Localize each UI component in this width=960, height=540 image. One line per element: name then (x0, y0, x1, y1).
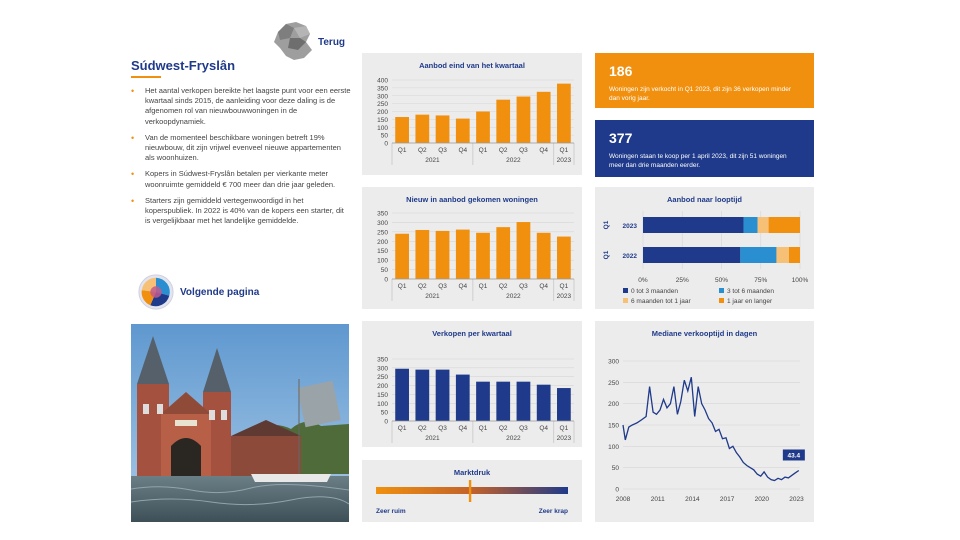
y-tick-label: 0 (384, 140, 388, 148)
kpi-supply-value: 377 (609, 130, 633, 146)
title-underline (131, 76, 161, 78)
gauge-marker (469, 480, 471, 502)
legend-swatch (719, 298, 724, 303)
y-tick-label: 200 (377, 109, 388, 116)
bar (496, 382, 510, 421)
year-label: 2023 (556, 293, 572, 300)
bar (557, 237, 571, 279)
x-tick-label: Q2 (417, 283, 427, 290)
legend-swatch (623, 298, 628, 303)
y-tick-label: 350 (377, 85, 388, 93)
bar (517, 382, 531, 421)
y-tick-label: 150 (377, 116, 388, 124)
bullet-item: • Van de momenteel beschikbare woningen betreft 19% nieuwbouw, dit zijn vrijwel evenveel nieuwe appartementen als woonhuizen. (129, 133, 351, 164)
x-tick-label: 2011 (650, 496, 665, 503)
x-tick-label: Q3 (519, 425, 528, 432)
y-tick-label: 200 (377, 383, 388, 391)
legend-swatch (719, 288, 724, 293)
bar (537, 385, 551, 421)
x-tick-label: Q3 (438, 283, 447, 290)
x-tick-label: 0% (638, 277, 648, 284)
chart-nieuw (362, 187, 582, 309)
x-tick-label: Q1 (478, 425, 488, 432)
bar (436, 115, 450, 143)
y-tick-label: 250 (377, 101, 388, 109)
y-tick-label: 250 (377, 374, 388, 382)
legend-swatch (623, 288, 628, 293)
bar (436, 231, 450, 279)
bar (557, 388, 571, 421)
y-tick-label: 300 (608, 358, 619, 366)
x-tick-label: Q1 (478, 283, 488, 290)
x-tick-label: Q2 (498, 283, 508, 290)
stacked-segment (643, 247, 740, 263)
chart-title: Marktdruk (453, 468, 491, 477)
bullet-item: • Starters zijn gemiddeld vertegenwoordigd in het koperspubliek. In 2022 is 40% van de kopers een starter, dit is vergelijkbaar met het landelijke gemiddelde. (129, 196, 351, 227)
bar (496, 100, 510, 143)
x-tick-label: Q2 (498, 147, 508, 154)
bar (395, 117, 409, 143)
x-tick-label: Q1 (559, 425, 569, 432)
x-tick-label: Q1 (397, 147, 407, 154)
x-tick-label: Q3 (438, 425, 447, 432)
x-tick-label: Q2 (417, 147, 427, 154)
y-tick-label: 0 (384, 276, 388, 284)
chart-panel-nieuw (362, 187, 582, 309)
x-tick-label: 50% (714, 277, 729, 284)
x-tick-label: 2020 (754, 496, 770, 503)
y-tick-label: 400 (377, 77, 388, 85)
last-value-label: 43.4 (787, 452, 801, 460)
year-label: 2021 (425, 435, 440, 442)
stacked-segment (776, 247, 789, 263)
pie-chart-icon (137, 273, 175, 311)
kpi-supply (595, 120, 814, 177)
legend-label: 6 maanden tot 1 jaar (631, 298, 691, 305)
bar (496, 227, 510, 279)
x-tick-label: Q3 (519, 283, 528, 290)
next-page-label: Volgende pagina (180, 286, 260, 298)
x-tick-label: Q1 (397, 283, 407, 290)
bar (456, 375, 470, 421)
chart-aanbod (362, 53, 582, 175)
chart-title: Mediane verkooptijd in dagen (651, 329, 758, 338)
back-link[interactable]: Terug (318, 37, 346, 48)
x-tick-label: Q4 (458, 283, 468, 290)
bar (557, 84, 571, 143)
y-tick-label: 50 (380, 132, 388, 140)
stacked-segment (769, 217, 800, 233)
gauge-left-label: Zeer ruim (376, 508, 406, 515)
chart-panel-verkooptijd (595, 321, 814, 522)
bar (517, 97, 531, 143)
legend-label: 0 tot 3 maanden (631, 288, 678, 295)
stacked-segment (789, 247, 800, 263)
y-tick-label: 100 (377, 124, 388, 132)
bullet-item: • Het aantal verkopen bereikte het laagste punt voor een eerste kwartaal sinds 2015, de aanleiding voor deze daling is de afgenomen rol van nieuwbouwwoningen in de verkoopdynamiek. (129, 86, 351, 127)
kpi-supply-text: Woningen staan te koop per 1 april 2023, dit zijn 51 woningen meer dan drie maanden eerder. (609, 153, 787, 169)
bar (415, 115, 429, 143)
bar (415, 370, 429, 421)
y-tick-label: 50 (611, 465, 619, 473)
y-tick-label: 100 (377, 400, 388, 408)
stacked-segment (743, 217, 757, 233)
kpi-sales-text: Woningen zijn verkocht in Q1 2023, dit zijn 36 verkopen minder dan vorig jaar. (609, 86, 791, 102)
year-label: 2022 (506, 157, 521, 164)
y-tick-label: 350 (377, 356, 388, 364)
x-tick-label: Q3 (519, 147, 528, 154)
bar (436, 370, 450, 421)
year-label: 2021 (425, 293, 440, 300)
y-tick-label: 0 (384, 418, 388, 426)
stacked-segment (740, 247, 776, 263)
x-tick-label: 2014 (685, 496, 700, 503)
legend-label: 3 tot 6 maanden (727, 288, 774, 295)
chart-panel-looptijd (595, 187, 814, 309)
x-tick-label: 2023 (789, 496, 804, 503)
gauge-bar (376, 487, 568, 494)
bar (395, 234, 409, 279)
y-tick-label: 50 (380, 267, 388, 275)
stacked-segment (758, 217, 769, 233)
bullet-list (129, 86, 351, 232)
x-tick-label: Q1 (559, 283, 569, 290)
y-tick-label: 50 (380, 409, 388, 417)
x-tick-label: Q4 (539, 283, 549, 290)
x-tick-label: Q1 (559, 147, 569, 154)
bar (456, 230, 470, 279)
bar (517, 222, 531, 279)
bar (476, 233, 490, 279)
x-tick-label: Q4 (458, 425, 468, 432)
chart-panel-verkopen (362, 321, 582, 447)
bar (537, 233, 551, 279)
chart-looptijd (595, 187, 814, 309)
kpi-sales-value: 186 (609, 63, 633, 79)
x-tick-label: Q2 (498, 425, 508, 432)
y-tick-label: 150 (377, 391, 388, 399)
bar (456, 119, 470, 143)
kpi-sales (595, 53, 814, 108)
x-tick-label: Q4 (539, 425, 549, 432)
bar (395, 369, 409, 421)
next-page-button[interactable] (137, 273, 259, 311)
y-tick-label: 300 (377, 93, 388, 101)
marktdruk-gauge (362, 460, 582, 522)
category-label: 2023 (622, 223, 637, 230)
x-tick-label: Q4 (458, 147, 468, 154)
bar (537, 92, 551, 143)
y-tick-label: 350 (377, 210, 388, 218)
y-tick-label: 100 (377, 257, 388, 265)
y-tick-label: 200 (377, 238, 388, 246)
marktdruk-panel (362, 460, 582, 522)
bar (415, 230, 429, 279)
x-tick-label: Q2 (417, 425, 427, 432)
chart-panel-aanbod (362, 53, 582, 175)
year-label: 2022 (506, 293, 521, 300)
year-label: 2021 (425, 157, 440, 164)
waterpoort-photo (131, 324, 349, 522)
y-tick-label: 250 (608, 379, 619, 387)
region-map-icon (272, 20, 316, 62)
year-label: 2022 (506, 435, 521, 442)
x-tick-label: 100% (791, 277, 809, 284)
chart-title: Verkopen per kwartaal (432, 329, 512, 338)
y-tick-label: 300 (377, 365, 388, 373)
year-label: 2023 (556, 435, 572, 442)
year-label: 2023 (556, 157, 572, 164)
y-tick-label: 0 (615, 486, 619, 494)
chart-title: Aanbod naar looptijd (667, 195, 742, 204)
group-label: Q1 (603, 220, 610, 230)
chart-verkopen (362, 321, 582, 447)
chart-title: Nieuw in aanbod gekomen woningen (406, 195, 538, 204)
x-tick-label: Q4 (539, 147, 549, 154)
y-tick-label: 150 (377, 248, 388, 256)
group-label: Q1 (603, 250, 610, 260)
series-line (623, 377, 799, 480)
x-tick-label: Q3 (438, 147, 447, 154)
category-label: 2022 (622, 253, 637, 260)
legend-label: 1 jaar en langer (727, 298, 773, 305)
y-tick-label: 150 (608, 422, 619, 430)
x-tick-label: Q1 (478, 147, 488, 154)
x-tick-label: 25% (675, 277, 689, 284)
y-tick-label: 200 (608, 401, 619, 409)
stacked-segment (643, 217, 743, 233)
chart-title: Aanbod eind van het kwartaal (419, 61, 525, 70)
y-tick-label: 300 (377, 219, 388, 227)
chart-verkooptijd (595, 321, 814, 522)
y-tick-label: 100 (608, 443, 619, 451)
bar (476, 382, 490, 421)
x-tick-label: 2017 (719, 496, 735, 503)
bullet-item: • Kopers in Súdwest-Fryslân betalen per vierkante meter woonruimte gemiddeld € 700 meer dan drie jaar geleden. (129, 169, 351, 189)
gauge-right-label: Zeer krap (538, 508, 568, 515)
x-tick-label: 75% (754, 277, 768, 284)
x-tick-label: 2008 (615, 496, 631, 503)
bar (476, 112, 490, 144)
page-title: Súdwest-Fryslân (131, 58, 236, 73)
x-tick-label: Q1 (397, 425, 407, 432)
y-tick-label: 250 (377, 229, 388, 237)
